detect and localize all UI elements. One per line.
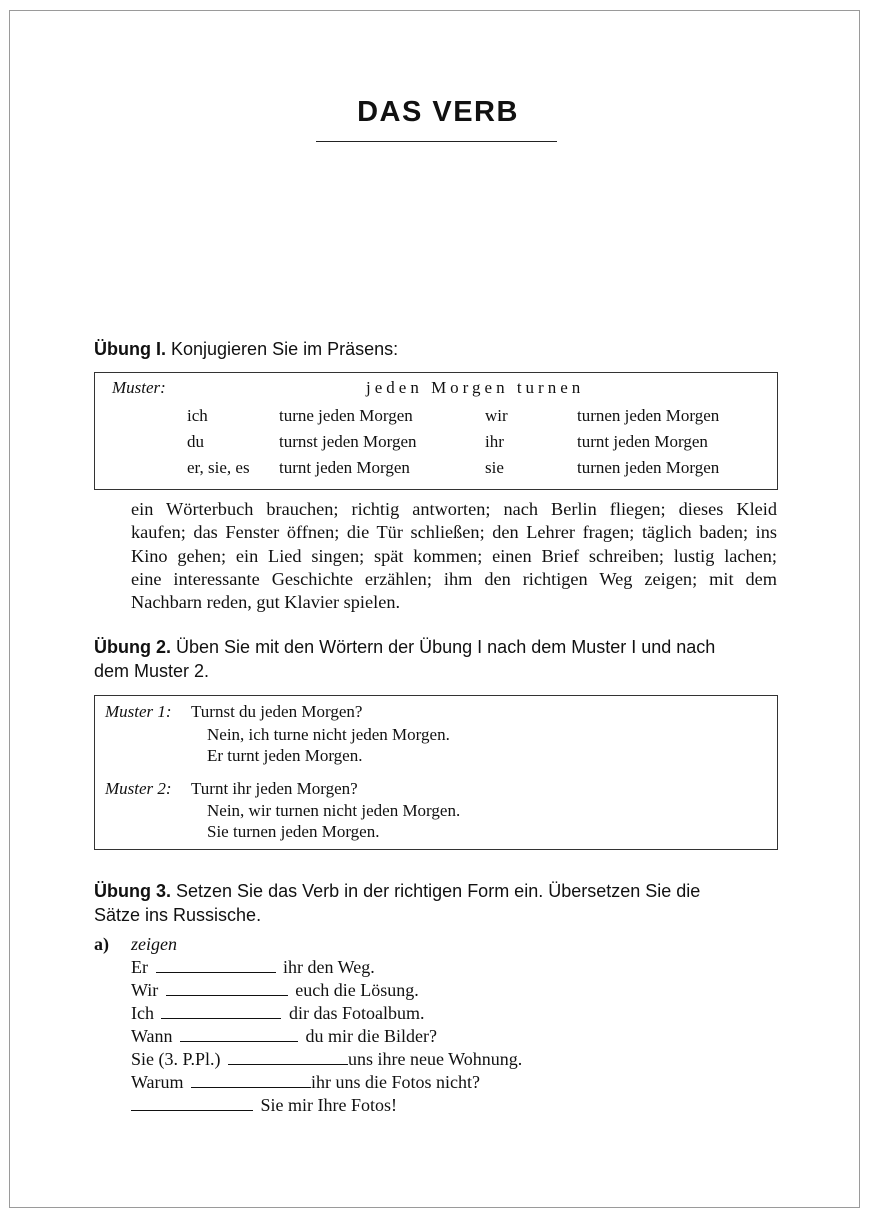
uebung1-phrases <box>131 498 777 614</box>
conj-form-plural: turnen jeden Morgen <box>577 458 720 477</box>
uebung3-instruction-line2: Sätze ins Russische. <box>94 905 262 925</box>
uebung3-label: Übung 3. <box>94 881 171 901</box>
conj-form: turne jeden Morgen <box>279 406 413 425</box>
exercise-sentence <box>131 980 419 1001</box>
muster1-question: Turnst du jeden Morgen? <box>191 702 363 721</box>
muster2-question: Turnt ihr jeden Morgen? <box>191 779 358 798</box>
exercise-sentence <box>131 1026 437 1047</box>
uebung1-label: Übung I. <box>94 339 166 359</box>
sentence-after: ihr uns die Fotos nicht? <box>311 1072 481 1092</box>
sentence-after: uns ihre neue Wohnung. <box>348 1049 523 1069</box>
phrases-line: eine interessante Geschichte erzählen; ihm den richtigen Weg zeigen; mit dem <box>131 568 777 589</box>
uebung1-instruction: Konjugieren Sie im Präsens: <box>171 339 399 359</box>
uebung2-instruction-line1: Üben Sie mit den Wörtern der Übung I nach dem Muster I und nach <box>176 637 716 657</box>
uebung2-label: Übung 2. <box>94 637 171 657</box>
conj-form-plural: turnen jeden Morgen <box>577 406 720 425</box>
conj-form: turnt jeden Morgen <box>279 458 410 477</box>
conj-pronoun: ich <box>187 406 208 425</box>
blank-field[interactable] <box>156 957 276 973</box>
uebung3-heading <box>94 881 700 902</box>
conj-pronoun-plural: sie <box>485 458 504 477</box>
muster2-answer2: Sie turnen jeden Morgen. <box>207 822 380 841</box>
blank-field[interactable] <box>166 980 288 996</box>
exercise-sentence <box>131 957 375 978</box>
uebung2-instruction-line2: dem Muster 2. <box>94 661 210 681</box>
sentence-before: Sie (3. P.Pl.) <box>131 1049 221 1069</box>
blank-field[interactable] <box>228 1049 348 1065</box>
phrases-line: kaufen; das Fenster öffnen; die Tür schließen; den Lehrer fragen; täglich baden; ins <box>131 522 777 543</box>
muster2-label: Muster 2: <box>105 779 172 798</box>
sentence-before: Warum <box>131 1072 184 1092</box>
sentence-after: Sie mir Ihre Fotos! <box>260 1095 397 1115</box>
verb-infinitive: zeigen <box>131 934 177 954</box>
sentence-after: ihr den Weg. <box>283 957 375 977</box>
muster1-answer1: Nein, ich turne nicht jeden Morgen. <box>207 725 450 744</box>
muster2-answer1: Nein, wir turnen nicht jeden Morgen. <box>207 801 461 820</box>
blank-field[interactable] <box>180 1026 298 1042</box>
conj-pronoun: er, sie, es <box>187 458 250 477</box>
uebung2-heading <box>94 637 715 658</box>
phrases-line: ein Wörterbuch brauchen; richtig antworten; nach Berlin fliegen; dieses Kleid <box>131 499 777 519</box>
blank-field[interactable] <box>161 1003 281 1019</box>
muster-label: Muster: <box>112 378 166 397</box>
sentence-before: Wir <box>131 980 159 1000</box>
exercise-sentence <box>131 1095 397 1116</box>
uebung1-heading <box>94 339 398 360</box>
conj-form-plural: turnt jeden Morgen <box>577 432 708 451</box>
conj-pronoun: du <box>187 432 204 451</box>
exercise-sentence <box>131 1072 480 1093</box>
conj-pronoun-plural: ihr <box>485 432 504 451</box>
conj-form: turnst jeden Morgen <box>279 432 417 451</box>
blank-field[interactable] <box>191 1072 311 1088</box>
muster1-label: Muster 1: <box>105 702 172 721</box>
sentence-after: euch die Lösung. <box>295 980 419 1000</box>
phrases-line: Kino gehen; ein Lied singen; spät kommen; einen Brief schreiben; lustig lachen; <box>131 545 777 566</box>
muster-heading: jeden Morgen turnen <box>366 378 585 397</box>
phrases-line: Nachbarn reden, gut Klavier spielen. <box>131 592 401 613</box>
title-underline <box>316 141 557 142</box>
conj-pronoun-plural: wir <box>485 406 508 425</box>
sentence-before: Er <box>131 957 148 977</box>
sentence-before: Ich <box>131 1003 154 1023</box>
exercise-sentence <box>131 1049 522 1070</box>
sentence-after: dir das Fotoalbum. <box>288 1003 425 1023</box>
blank-field[interactable] <box>131 1095 253 1111</box>
page-title: DAS VERB <box>357 96 519 128</box>
part-label: a) <box>94 934 109 954</box>
muster1-answer2: Er turnt jeden Morgen. <box>207 746 363 765</box>
uebung3-instruction-line1: Setzen Sie das Verb in der richtigen Form ein. Übersetzen Sie die <box>176 881 701 901</box>
sentence-after: du mir die Bilder? <box>305 1026 438 1046</box>
sentence-before: Wann <box>131 1026 173 1046</box>
exercise-sentence <box>131 1003 424 1024</box>
